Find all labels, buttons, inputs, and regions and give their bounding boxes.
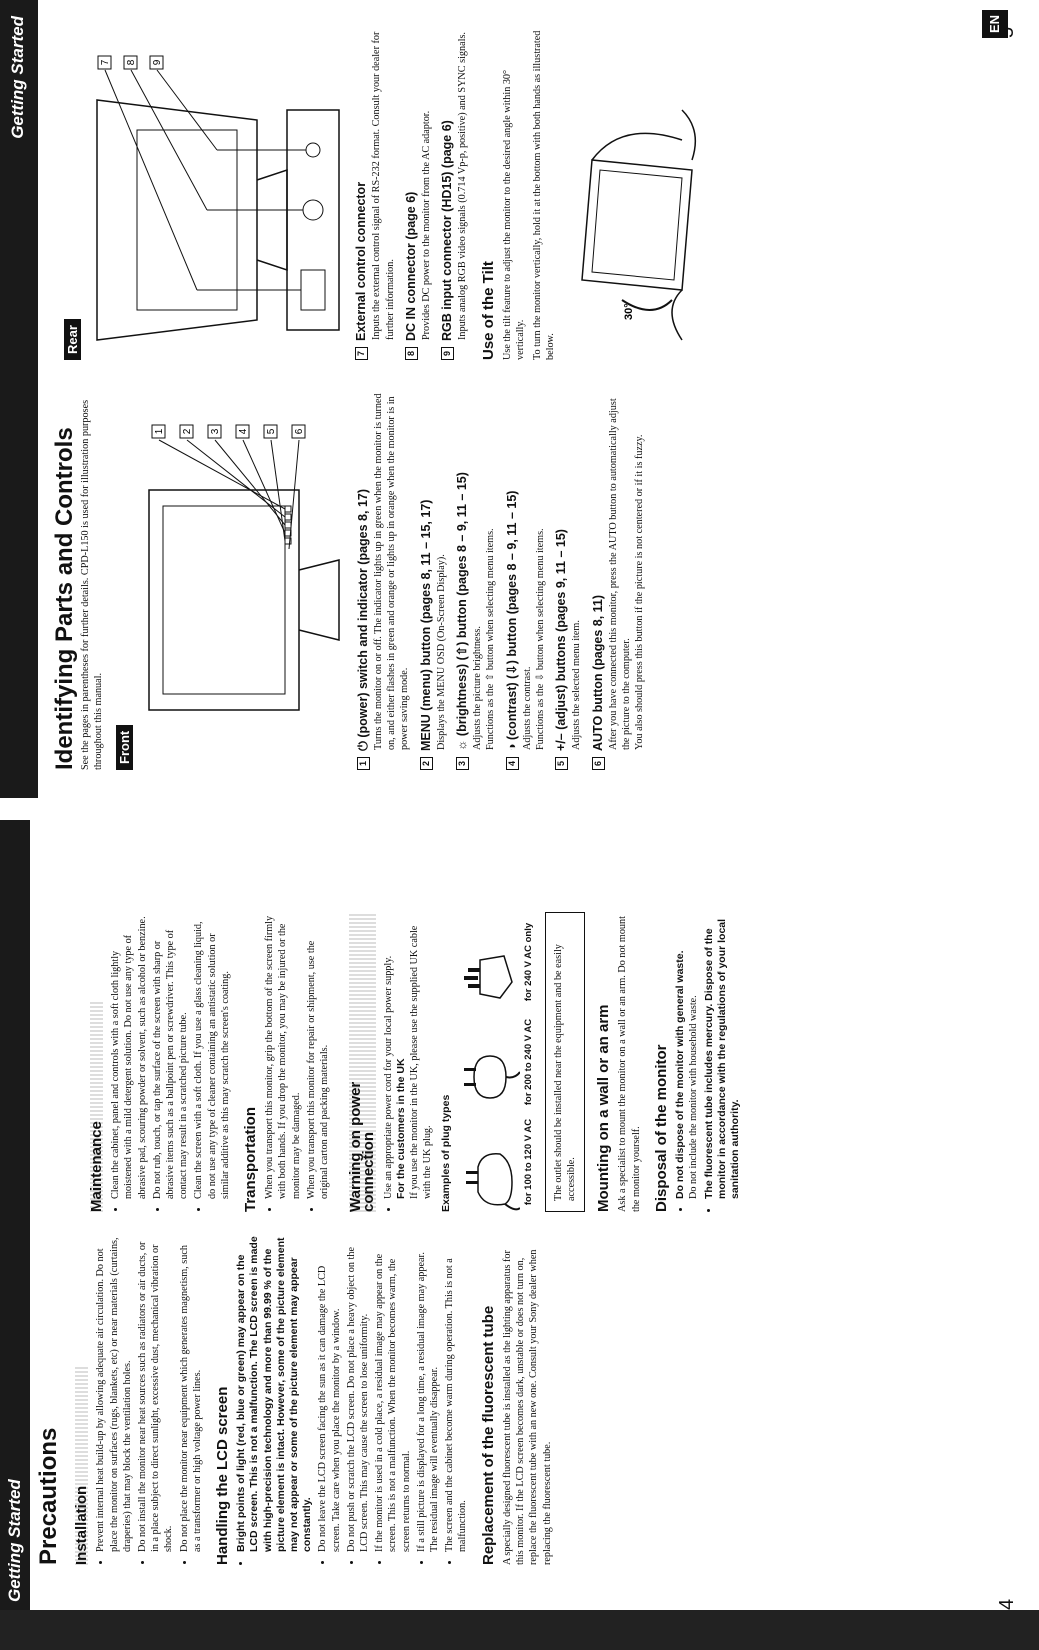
disposal-item-text: Do not dispose of the monitor with general waste. [674, 950, 687, 1199]
maintenance-heading: Maintenance [90, 1001, 103, 1212]
rear-callout: 7 [100, 59, 112, 66]
part-desc: Adjusts the picture brightness. [472, 626, 484, 750]
part-title: +/– (adjust) buttons (pages 9, 11 – 15) [554, 529, 569, 751]
part-number: 4 [506, 757, 519, 770]
rear-callout: 8 [126, 59, 138, 66]
front-callout: 5 [265, 428, 277, 435]
lcd-list [235, 1235, 469, 1565]
language-tab: EN [982, 10, 1008, 38]
tube-heading: Replacement of the fluorescent tube [479, 1305, 497, 1565]
maintenance-list [109, 912, 232, 1212]
installation-list [94, 1235, 204, 1565]
tilt-angle: 30° [622, 303, 635, 320]
plug-examples [460, 912, 535, 1212]
front-callout: 1 [153, 428, 165, 435]
power-item-text: Use an appropriate power cord for your local power supply. [382, 955, 394, 1199]
maintenance-item: • Clean the screen with a soft cloth. If you use a glass cleaning liquid, do not use any type of cleaner containing an antistatic solution or similar additive as this may scratch the screen's coating. [192, 912, 232, 1199]
part-item-6 [592, 390, 647, 770]
part-number: 7 [355, 347, 368, 360]
part-item-5 [555, 390, 583, 770]
tube-text: A specially designed fluorescent tube is installed as the lighting apparatus for this monitor. If the LCD screen becomes dark, unstable or does not turn on, replace the fluorescent tube with an new one. Consult your Sony dealer when replacing the fluorescent tube. [501, 1249, 553, 1565]
maintenance-item: • Clean the cabinet, panel and controls with a soft cloth lightly moistened with a mild detergent solution. Do not use any type of abrasive pad, scouring powder or solvent, such as alcohol or benzine. [109, 912, 149, 1199]
identify-title: Identifying Parts and Controls [51, 427, 78, 770]
part-number: 2 [420, 757, 433, 770]
part-item-2 [420, 390, 448, 770]
lcd-item: • Do not leave the LCD screen facing the sun as it can damage the LCD screen. Take care when you place the monitor by a window. [316, 1235, 342, 1552]
transport-list [263, 912, 331, 1212]
disposal-item: • The fluorescent tube includes mercury. Dispose of the monitor in accordance with the regulations of your local sanitation authority. [703, 912, 743, 1199]
plug-type-a [460, 1112, 535, 1212]
maintenance-column [78, 912, 748, 1212]
transport-heading: Transportation [242, 1106, 260, 1212]
rear-monitor-illustration [87, 40, 347, 360]
uk-title: For the customers in the UK [394, 1058, 407, 1199]
rear-callout: 9 [152, 59, 164, 66]
plug-caption: for 200 to 240 V AC [522, 1018, 534, 1106]
part-number: 3 [456, 757, 469, 770]
front-callout: 2 [181, 428, 193, 435]
transport-item: • When you transport this monitor for repair or shipment, use the original carton and packing materials. [305, 912, 331, 1199]
page-number-left: 4 [996, 1598, 1018, 1610]
front-callout: 4 [237, 428, 249, 435]
part-item-1 [357, 390, 412, 770]
part-title: MENU (menu) button (pages 8, 11 – 15, 17) [418, 499, 433, 751]
disposal-item-sub: Do not include the monitor with household waste. [688, 995, 700, 1199]
rear-label: Rear [64, 319, 81, 360]
part-item-8 [405, 30, 433, 360]
plug-caption: for 240 V AC only [522, 922, 534, 1002]
part-desc: Provides DC power to the monitor from the AC adaptor. [421, 110, 433, 340]
part-title: RGB input connector (HD15) (page 6) [440, 120, 455, 341]
part-title: ⏻ (power) switch and indicator (pages 8, 17) [355, 488, 370, 751]
identify-intro: See the pages in parentheses for further details. CPD-L150 is used for illustration purposes throughout this manual. [80, 399, 105, 770]
uk-text: If you use the monitor in the UK, please use the supplied UK cable with the UK plug. [409, 925, 434, 1199]
part-desc: Turns the monitor on or off. The indicator lights up in green when the monitor is turned on, and either flashes in green and orange or lights up in orange when the monitor is in power saving mode. [373, 393, 411, 750]
precautions-column [35, 1235, 558, 1565]
binding-edge [0, 1610, 1039, 1650]
part-title: External control connector [354, 181, 369, 341]
examples-title: Examples of plug types [440, 1094, 453, 1212]
mounting-heading: Mounting on a wall or an arm [595, 1004, 613, 1212]
power-list [382, 912, 435, 1212]
front-callout: 6 [293, 428, 305, 435]
part-extra: Functions as the ⇧ button when selecting menu items. [485, 528, 497, 750]
rear-column [58, 30, 712, 360]
tilt-text-1: Use the tilt feature to adjust the monitor to the desired angle within 30° vertically. [501, 69, 527, 360]
installation-item: • Do not place the monitor near equipment which generates magnetism, such as a transformer or high voltage power lines. [178, 1235, 204, 1552]
header-bar-right [0, 0, 38, 798]
lcd-heading: Handling the LCD screen [214, 1386, 232, 1565]
part-item-4 [506, 390, 548, 770]
page-number-right: 5 [996, 26, 1018, 38]
power-heading: Warning on power connection [349, 912, 375, 1212]
lcd-item: • Do not push or scratch the LCD screen. Do not place a heavy object on the LCD screen. This may cause the screen to lose uniformity. [345, 1235, 371, 1552]
installation-item: • Prevent internal heat build-up by allowing adequate air circulation. Do not place the monitor on surfaces (rugs, blankets, etc) or near materials (curtains, draperies) that may block the ventilation holes. [94, 1235, 134, 1552]
part-extra: Functions as the ⇩ button when selecting menu items. [535, 528, 547, 750]
identify-column [51, 390, 646, 770]
transport-item: • When you transport this monitor, grip the bottom of the screen firmly with both hands. If you drop the monitor, you may be injured or the monitor may be damaged. [263, 912, 303, 1199]
header-bar-left [0, 820, 30, 1610]
front-monitor-illustration [139, 400, 349, 770]
part-number: 9 [441, 347, 454, 360]
tilt-heading: Use of the Tilt [479, 261, 497, 360]
part-item-9 [441, 30, 469, 360]
part-desc: Adjusts the selected menu item. [571, 620, 583, 750]
part-desc: Inputs the external control signal of RS-232 format. Consult your dealer for further information. [371, 31, 396, 340]
part-number: 8 [405, 347, 418, 360]
plug-caption: for 100 to 120 V AC [522, 1118, 534, 1206]
part-title: AUTO button (pages 8, 11) [590, 594, 605, 751]
disposal-item [674, 912, 700, 1199]
front-label: Front [116, 725, 133, 770]
plug-type-c [460, 912, 535, 1012]
lcd-item: • The screen and the cabinet become warm during operation. This is not a malfunction. [443, 1235, 469, 1552]
plug-type-b [460, 1012, 535, 1112]
uk-plug-icon [460, 942, 520, 1012]
lcd-bold-item: • Bright points of light (red, blue or green) may appear on the LCD screen. This is not a malfunction. The LCD screen is made with high-precision technology and more than 99.99 % of the picture element is intact. However, some of the picture element may not appear or some of the picture element may appear constantly. [235, 1235, 314, 1552]
installation-item: • Do not install the monitor near heat sources such as radiators or air ducts, or in a place subject to direct sunlight, excessive dust, mechanical vibration or shock. [136, 1235, 176, 1552]
header-right: Getting Started [8, 16, 27, 139]
header-left: Getting Started [5, 1479, 24, 1602]
part-extra: You also should press this button if the picture is not centered or if it is fuzzy. [634, 434, 646, 750]
part-item-3 [456, 390, 498, 770]
part-number: 6 [592, 757, 605, 770]
installation-heading: Installation [75, 1366, 88, 1565]
lcd-item: • If a still picture is displayed for a long time, a residual image may appear. The residual image will eventually disappear. [415, 1235, 441, 1552]
part-desc: After you have connected this monitor, press the AUTO button to automatically adjust the picture to the computer. [607, 398, 633, 750]
precautions-title: Precautions [35, 1427, 62, 1565]
power-item [382, 912, 435, 1199]
part-desc: Adjusts the contrast. [521, 666, 533, 750]
us-plug-icon [460, 1142, 520, 1212]
part-number: 1 [357, 757, 370, 770]
part-desc: Inputs analog RGB video signals (0.714 Vp-p, positive) and SYNC signals. [457, 32, 469, 340]
tilt-text-2: To turn the monitor vertically, hold it at the bottom with both hands as illustrated below. [532, 30, 557, 360]
outlet-note: The outlet should be installed near the equipment and be easily accessible. [545, 912, 585, 1212]
part-desc: Displays the MENU OSD (On-Screen Display). [435, 554, 447, 750]
part-title: ☼ (brightness) (⇧) button (pages 8 – 9, 11 – 15) [455, 472, 470, 751]
part-item-7 [355, 30, 397, 360]
disposal-heading: Disposal of the monitor [652, 1044, 670, 1212]
eu-plug-icon [460, 1042, 520, 1112]
lcd-item: • If the monitor is used in a cold place, a residual image may appear on the screen. This is not a malfunction. When the monitor becomes warm, the screen returns to normal. [373, 1235, 413, 1552]
tilt-illustration [562, 100, 712, 360]
disposal-list [674, 912, 742, 1212]
mounting-text: Ask a specialist to mount the monitor on a wall or an arm. Do not mount the monitor yourself. [617, 916, 642, 1212]
part-title: ◑ (contrast) (⇩) button (pages 8 – 9, 11 – 15) [504, 490, 519, 751]
part-number: 5 [555, 757, 568, 770]
front-callout: 3 [209, 428, 221, 435]
part-title: DC IN connector (page 6) [403, 191, 418, 341]
maintenance-item: • Do not rub, touch, or tap the surface of the screen with sharp or abrasive items such as a ballpoint pen or screwdriver. This type of contact may result in a scratched picture tube. [151, 912, 191, 1199]
